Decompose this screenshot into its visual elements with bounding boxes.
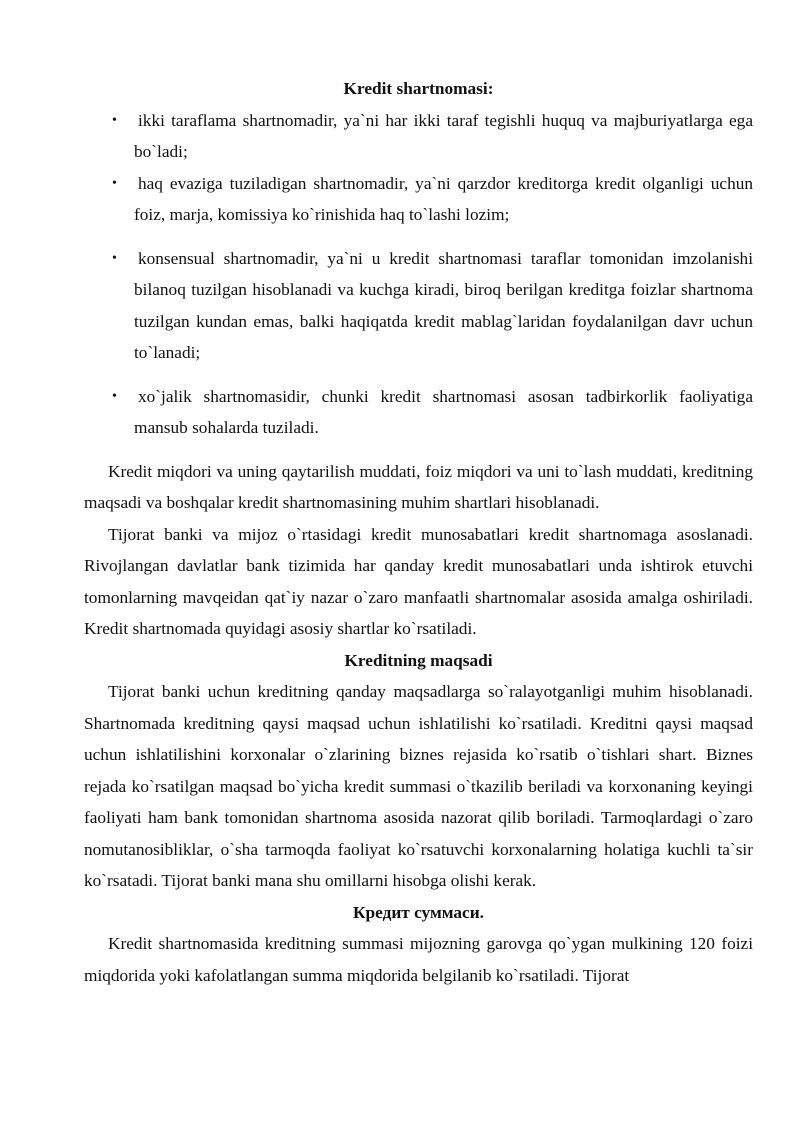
heading-kreditning-maqsadi: Kreditning maqsadi xyxy=(344,650,493,670)
bullet-icon: • xyxy=(112,388,117,404)
bullet-icon: • xyxy=(112,112,117,128)
list-item xyxy=(84,105,753,168)
paragraph-relations: Tijorat banki va mijoz o`rtasidagi kredit munosabatlari kredit shartnomaga asoslanadi. Rivojlangan davlatlar bank tizimida har qanday kredit munosabatlari unda ishtirok etuvchi tomonlarning mavqeidan qat`iy nazar o`zaro manfaatli shartnomalar asosida amalga oshiriladi. Kredit shartnomada quyidagi asosiy shartlar ko`rsatiladi. xyxy=(84,524,753,638)
list-item xyxy=(84,381,753,444)
paragraph-conditions: Kredit miqdori va uning qaytarilish muddati, foiz miqdori va uni to`lash muddati, kreditning maqsadi va boshqalar kredit shartnomasining muhim shartlari hisoblanadi. xyxy=(84,461,753,512)
list-item-text: xo`jalik shartnomasidir, chunki kredit shartnomasi asosan tadbirkorlik faoliyatiga mansub sohalarda tuziladi. xyxy=(134,386,753,437)
list-item-text: haq evaziga tuziladigan shartnomadir, ya`ni qarzdor kreditorga kredit olganligi uchun foiz, marja, komissiya ko`rinishida haq to`lashi lozim; xyxy=(134,173,753,224)
bullet-icon: • xyxy=(112,250,117,266)
list-item-text: ikki taraflama shartnomadir, ya`ni har ikki taraf tegishli huquq va majburiyatlarga ega bo`ladi; xyxy=(134,110,753,161)
heading-kredit-shartnomasi: Kredit shartnomasi: xyxy=(343,79,494,98)
heading-kredit-summasi: Кредит суммаси. xyxy=(353,902,484,922)
bullet-list xyxy=(84,105,753,444)
list-item-text: konsensual shartnomadir, ya`ni u kredit shartnomasi taraflar tomonidan imzolanishi bilanoq tuzilgan hisoblanadi va kuchga kiradi, biroq berilgan kreditga foizlar shartnoma tuzilgan kundan emas, balki haqiqatda kredit mablag`laridan foydalanilgan davr uchun to`lanadi; xyxy=(134,248,753,362)
list-item xyxy=(84,243,753,369)
list-item xyxy=(84,168,753,231)
paragraph-purpose: Tijorat banki uchun kreditning qanday maqsadlarga so`ralayotganligi muhim hisoblanadi. Shartnomada kreditning qaysi maqsad uchun ishlatilishi ko`rsatiladi. Kreditni qaysi maqsad uchun ishlatilishini korxonalar o`zlarining biznes rejasida ko`rsatib o`tishlari shart. Biznes rejada ko`rsatilgan maqsad bo`yicha kredit summasi o`tkazilib beriladi va korxonaning keyingi faoliyati ham bank tomonidan shartnoma asosida nazorat qilib boriladi. Tarmoqlardagi o`zaro nomutanosibliklar, o`sha tarmoqda faoliyat ko`rsatuvchi korxonalarning holatiga kuchli ta`sir ko`rsatadi. Tijorat banki mana shu omillarni hisobga olishi kerak. xyxy=(84,682,753,890)
paragraph-amount: Kredit shartnomasida kreditning summasi mijozning garovga qo`ygan mulkining 120 foizi miqdorida yoki kafolatlangan summa miqdorida belgilanib ko`rsatiladi. Tijorat xyxy=(84,934,753,985)
bullet-icon: • xyxy=(112,175,117,191)
